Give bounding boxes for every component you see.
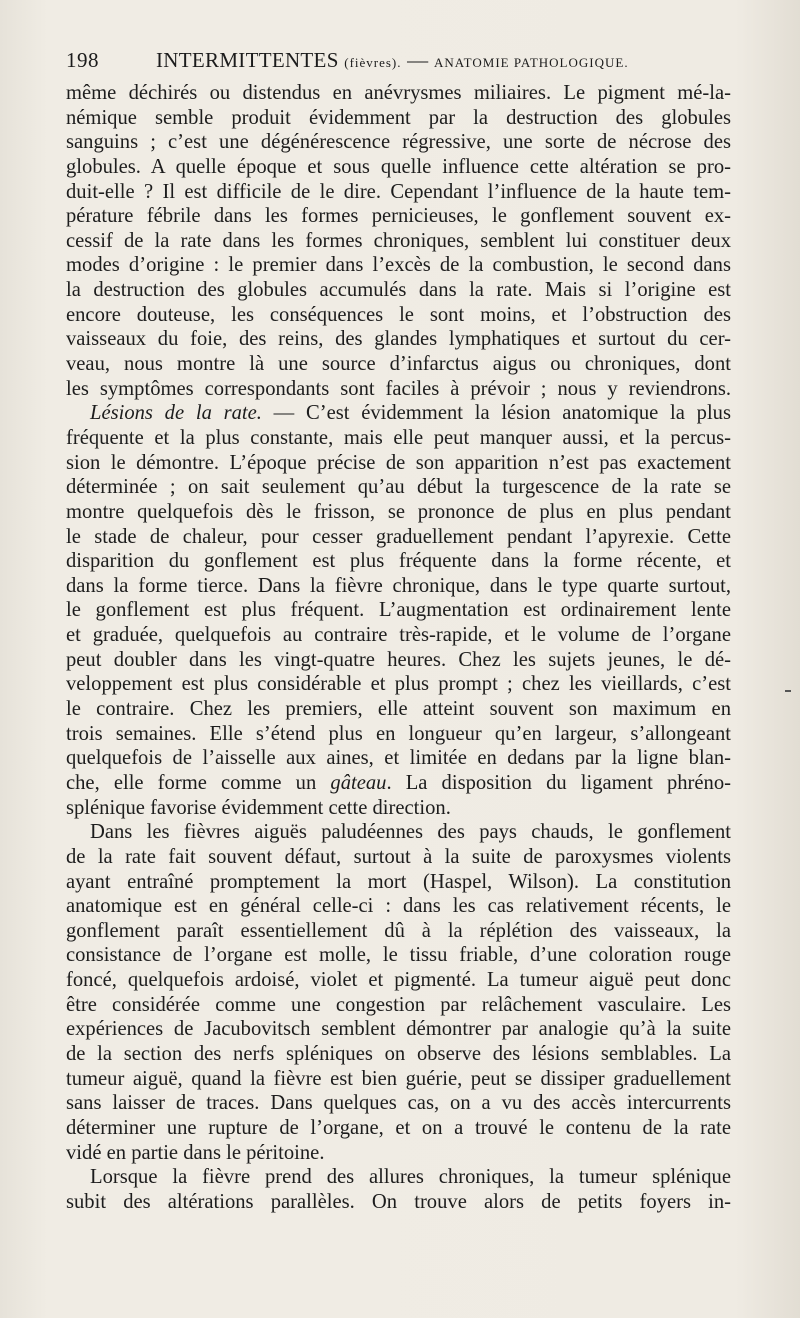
text-line: le stade de chaleur, pour cesser graduellement pendant l’apyrexie. Cette <box>66 525 731 548</box>
gateau-word: gâteau <box>330 771 387 794</box>
gateau-line <box>66 771 731 796</box>
text-line: encore douteuse, les conséquences le sont moins, et l’obstruction des <box>66 303 731 326</box>
text-line: veloppement est plus considérable et plus prompt ; chez les vieillards, c’est <box>66 673 731 696</box>
text-line: la destruction des globules accumulés dans la rate. Mais si l’origine est <box>66 279 731 302</box>
text-line: ayant entraîné promptement la mort (Haspel, Wilson). La constitution <box>66 870 731 893</box>
text-line: et graduée, quelquefois au contraire très-rapide, et le volume de l’organe <box>66 624 731 647</box>
text-line: expériences de Jacubovitsch semblent démontrer par analogie qu’à la suite <box>66 1018 731 1041</box>
text-line: les symptômes correspondants sont faciles à prévoir ; nous y reviendrons. <box>66 377 731 400</box>
gateau-before: che, elle forme comme un <box>66 771 331 794</box>
section-heading-lesions-rate: Lésions de la rate. <box>90 402 262 425</box>
text-line: le contraire. Chez les premiers, elle atteint souvent son maximum en <box>66 698 731 721</box>
text-line: quelquefois de l’aisselle aux aines, et limitée en dedans par la ligne blan- <box>66 747 731 770</box>
title-section: ANATOMIE PATHOLOGIQUE. <box>433 55 629 70</box>
text-line: cessif de la rate dans les formes chroniques, semblent lui constituer deux <box>66 229 731 252</box>
text-line: sans laisser de traces. Dans quelques cas, on a vu des accès intercurrents <box>66 1092 731 1115</box>
title-dash: — <box>407 48 429 72</box>
text-line: vidé en partie dans le péritoine. <box>66 1141 325 1164</box>
text-line: déterminée ; on sait seulement qu’au début la turgescence de la rate se <box>66 476 731 499</box>
text-line: veau, nous montre là une source d’infarctus aigus ou chroniques, dont <box>66 353 731 376</box>
text-line: déterminer une rupture de l’organe, et on a trouvé le contenu de la rate <box>66 1116 731 1139</box>
running-title <box>156 48 629 73</box>
text-line: tumeur aiguë, quand la fièvre est bien guérie, peut se dissiper graduellement <box>66 1067 731 1090</box>
text-line: de la rate fait souvent défaut, surtout à la suite de paroxysmes violents <box>66 845 731 868</box>
body-text <box>66 81 731 1214</box>
text-line: sanguins ; c’est une dégénérescence régressive, une sorte de nécrose des <box>66 131 731 154</box>
text-line: le gonflement est plus fréquent. L’augmentation est ordinairement lente <box>66 599 731 622</box>
text-line: splénique favorise évidemment cette direction. <box>66 796 451 819</box>
text-line: subit des altérations parallèles. On trouve alors de petits foyers in- <box>66 1190 731 1213</box>
text-line: anatomique est en général celle-ci : dans les cas relativement récents, le <box>66 895 731 918</box>
text-line: dans la forme tierce. Dans la fièvre chronique, dans le type quarte surtout, <box>66 574 731 597</box>
margin-mark <box>785 690 791 692</box>
text-line: de la section des nerfs spléniques on observe des lésions semblables. La <box>66 1042 731 1065</box>
text-line: foncé, quelquefois ardoisé, violet et pigmenté. La tumeur aiguë peut donc <box>66 969 731 992</box>
title-main: INTERMITTENTES <box>156 48 339 72</box>
text-line: Dans les fièvres aiguës paludéennes des pays chauds, le gonflement <box>90 821 731 844</box>
text-line: disparition du gonflement est plus fréquente dans la forme récente, et <box>66 550 731 573</box>
title-paren: (fièvres). <box>344 55 402 70</box>
text-line: montre quelquefois dès le frisson, se prononce de plus en plus pendant <box>66 500 731 523</box>
gateau-after: . La disposition du ligament phréno- <box>386 771 731 794</box>
text-line: pérature fébrile dans les formes pernicieuses, le gonflement souvent ex- <box>66 205 731 228</box>
text-line: némique semble produit évidemment par la destruction des globules <box>66 106 731 129</box>
text-line: globules. A quelle époque et sous quelle influence cette altération se pro- <box>66 155 731 178</box>
running-header <box>66 48 736 76</box>
text-line: Lorsque la fièvre prend des allures chroniques, la tumeur splénique <box>90 1166 731 1189</box>
text-line: sion le démontre. L’époque précise de son apparition n’est pas exactement <box>66 451 731 474</box>
section-heading-line <box>66 401 731 426</box>
text-line: modes d’origine : le premier dans l’excès de la combustion, le second dans <box>66 254 731 277</box>
text-line: trois semaines. Elle s’étend plus en longueur qu’en largeur, s’allongeant <box>66 722 731 745</box>
text-line: peut doubler dans les vingt-quatre heures. Chez les sujets jeunes, le dé- <box>66 648 731 671</box>
text-line: fréquente et la plus constante, mais elle peut manquer aussi, et la percus- <box>66 426 731 449</box>
text-line: même déchirés ou distendus en anévrysmes miliaires. Le pigment mé-la- <box>66 82 731 104</box>
text-line: gonflement paraît essentiellement dû à la réplétion des vaisseaux, la <box>66 919 731 942</box>
text-line: être considérée comme une congestion par relâchement vasculaire. Les <box>66 993 731 1016</box>
text-line: vaisseaux du foie, des reins, des glandes lymphatiques et surtout du cer- <box>66 328 731 351</box>
page-number: 198 <box>66 48 99 72</box>
text-line: consistance de l’organe est molle, le tissu friable, d’une coloration rouge <box>66 944 731 967</box>
text-line: duit-elle ? Il est difficile de le dire. Cependant l’influence de la haute tem- <box>66 180 731 203</box>
section-heading-rest: — C’est évidemment la lésion anatomique la plus <box>261 402 731 425</box>
